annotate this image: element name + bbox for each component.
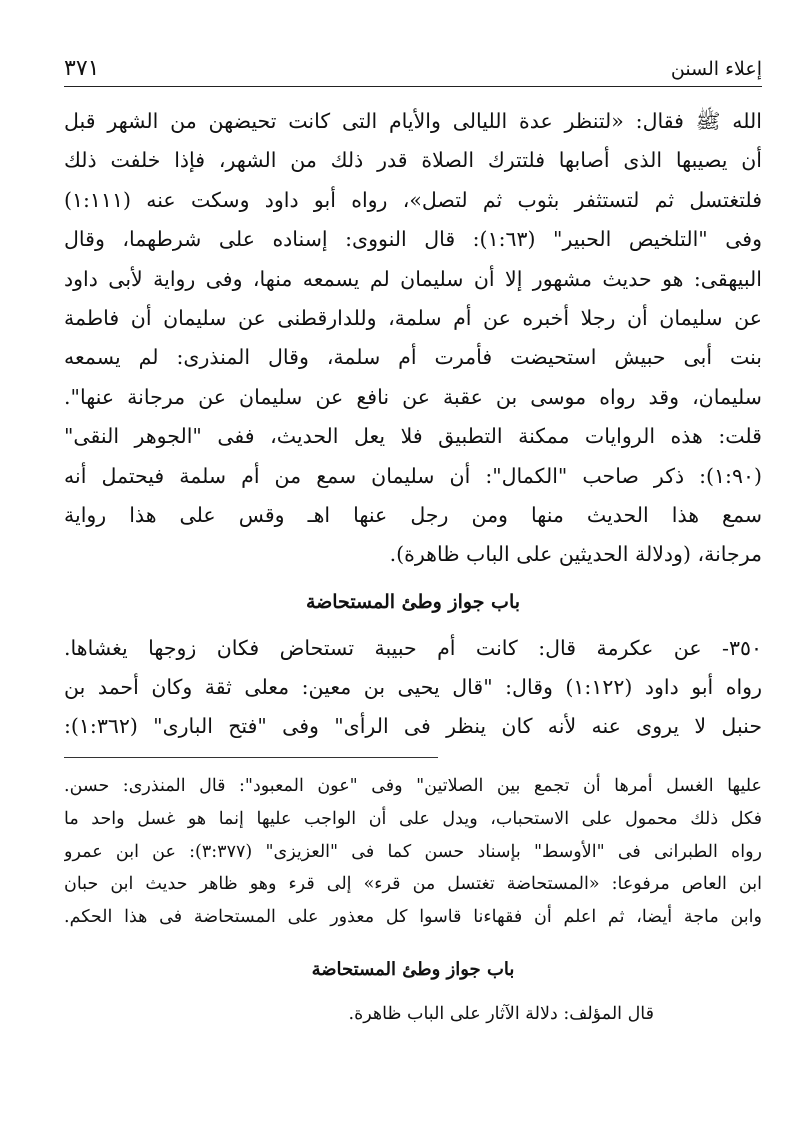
text-line: فلتغتسل ثم لتستثفر بثوب ثم لتصل»، رواه أبو داود وسكت عنه (١:١١١) [64,187,762,212]
text-line: سليمان، وقد رواه موسى بن عقبة عن نافع عن سليمان عن مرجانة عنها". [64,384,762,409]
text-line: الله ﷺ فقال: «لتنظر عدة الليالى والأيام التى كانت تحيضهن من الشهر قبل [64,109,762,133]
text-line: قلت: هذه الروايات ممكنة التطبيق فلا يعل الحديث، ففى "الجوهر النقى" [64,424,762,449]
footnote-line: عليها الغسل أمرها أن تجمع بين الصلاتين" وفى "عون المعبود": قال المنذرى: حسن. [64,776,762,796]
text-line: بنت أبى حبيش استحيضت فأمرت أم سلمة، وقال المنذرى: لم يسمعه [64,345,762,370]
page-header [64,52,762,87]
footnote-line: ابن العاص مرفوعا: «المستحاضة تغتسل من قرء» إلى قرء وهو ظاهر حديث ابن حبان [64,874,762,895]
text-line: (١:٩٠): ذكر صاحب "الكمال": أن سليمان سمع من أم سلمة فيحتمل أنه [64,463,762,488]
text-line: حنبل لا يروى عنه لأنه كان ينظر فى الرأى" وفى "فتح البارى" (١:٣٦٢): [64,714,762,739]
footnotes [64,770,762,1031]
main-text [64,102,762,747]
text-line: ٣٥٠- عن عكرمة قال: كانت أم حبيبة تستحاض فكان زوجها يغشاها. [64,635,762,660]
footnote-divider [64,757,438,758]
section-heading: باب جواز وطئ المستحاضة [305,590,521,613]
text-line: وفى "التلخيص الحبير" (١:٦٣): قال النووى: إسناده على شرطهما، وقال [64,227,762,252]
footnote-heading: باب جواز وطئ المستحاضة [311,958,515,980]
author-note: قال المؤلف: دلالة الآثار على الباب ظاهرة. [348,1003,654,1024]
book-title: إعلاء السنن [670,58,762,80]
text-line: أن يصيبها الذى أصابها فلتترك الصلاة قدر ذلك من الشهر، فإذا خلفت ذلك [64,148,762,173]
footnote-line: وابن ماجة أيضا، ثم اعلم أن فقهاءنا قاسوا كل معذور على المستحاضة فى هذا الحكم. [64,907,762,928]
text-line: رواه أبو داود (١:١٢٢) وقال: "قال يحيى بن معين: معلى ثقة وكان أحمد بن [64,675,762,700]
text-line: عن سليمان أن رجلا أخبره عن أم سلمة، وللدارقطنى عن سليمان أن فاطمة [64,305,762,330]
text-line: البيهقى: هو حديث مشهور إلا أن سليمان لم يسمعه منها، وفى رواية لأبى داود [64,266,762,291]
footnote-line: فكل ذلك محمول على الاستحباب، ويدل على أن الواجب عليها إنما هو غسل واحد ما [64,808,762,829]
text-line: سمع هذا الحديث منها ومن رجل عنها اهـ وقس على هذا رواية [64,502,762,527]
page-number: ٣٧١ [64,56,100,81]
text-line: مرجانة، (ودلالة الحديثين على الباب ظاهرة). [389,542,762,567]
footnote-line: رواه الطبرانى فى "الأوسط" بإسناد حسن كما فى "العزيزى" (٣:٣٧٧): عن ابن عمرو [64,841,762,862]
